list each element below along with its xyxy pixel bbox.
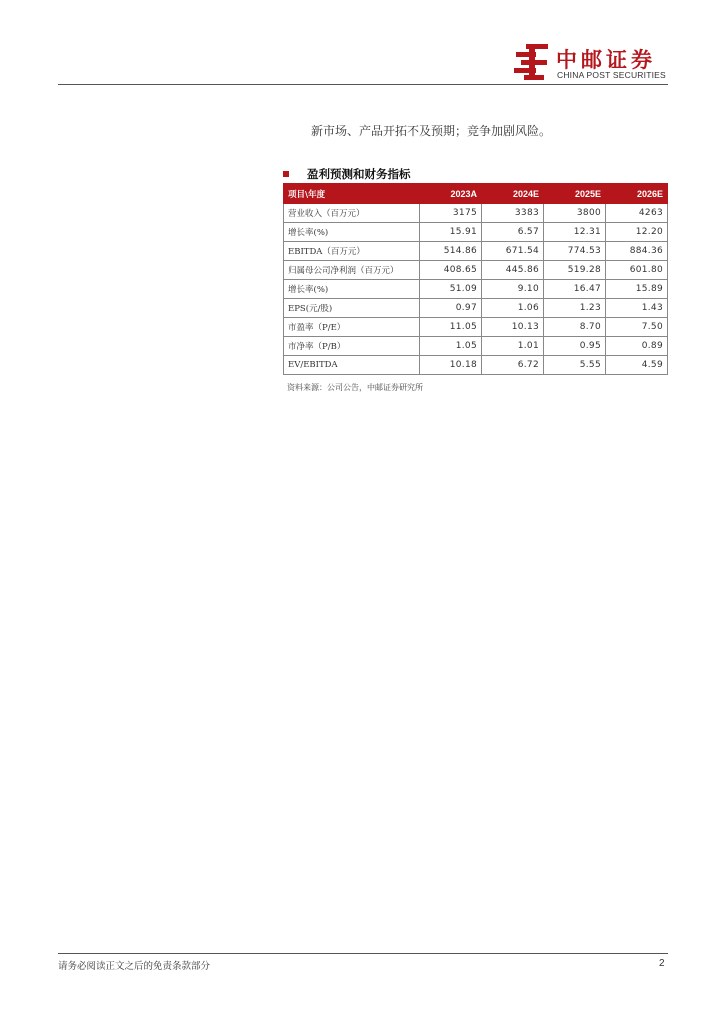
table-cell: 601.80 xyxy=(606,261,668,280)
table-cell: 1.23 xyxy=(544,299,606,318)
table-cell: 6.72 xyxy=(482,356,544,375)
table-cell: 1.43 xyxy=(606,299,668,318)
logo-chinese-name: 中邮证券 xyxy=(556,48,656,72)
table-cell: 3175 xyxy=(420,204,482,223)
table-cell: 3800 xyxy=(544,204,606,223)
table-cell: 5.55 xyxy=(544,356,606,375)
table-cell: 774.53 xyxy=(544,242,606,261)
year-header: 2026E xyxy=(606,184,668,204)
table-cell: 4.59 xyxy=(606,356,668,375)
china-post-logo-icon xyxy=(512,42,552,82)
table-cell: 1.01 xyxy=(482,337,544,356)
risk-statement: 新市场、产品开拓不及预期；竞争加剧风险。 xyxy=(311,124,552,138)
table-corner-header: 项目\年度 xyxy=(284,184,420,204)
table-cell: 8.70 xyxy=(544,318,606,337)
header-divider xyxy=(58,84,668,85)
table-header-row xyxy=(284,184,668,204)
footer-disclaimer: 请务必阅读正文之后的免责条款部分 xyxy=(58,961,211,972)
year-header: 2025E xyxy=(544,184,606,204)
table-row xyxy=(284,204,668,223)
section-heading xyxy=(283,166,411,182)
table-row xyxy=(284,280,668,299)
table-cell: 10.18 xyxy=(420,356,482,375)
company-logo xyxy=(512,42,672,82)
year-header: 2024E xyxy=(482,184,544,204)
table-cell: 15.91 xyxy=(420,223,482,242)
table-cell: 0.95 xyxy=(544,337,606,356)
table-cell: 51.09 xyxy=(420,280,482,299)
table-cell: 1.06 xyxy=(482,299,544,318)
row-label: EPS(元/股) xyxy=(284,299,420,318)
table-row xyxy=(284,242,668,261)
table-row xyxy=(284,337,668,356)
table-cell: 12.31 xyxy=(544,223,606,242)
table-cell: 10.13 xyxy=(482,318,544,337)
table-cell: 4263 xyxy=(606,204,668,223)
row-label: 市净率（P/B） xyxy=(284,337,420,356)
year-header: 2023A xyxy=(420,184,482,204)
table-cell: 3383 xyxy=(482,204,544,223)
page-number: 2 xyxy=(659,958,665,969)
row-label: 市盈率（P/E） xyxy=(284,318,420,337)
table-cell: 11.05 xyxy=(420,318,482,337)
row-label: 增长率(%) xyxy=(284,223,420,242)
table-row xyxy=(284,299,668,318)
table-cell: 514.86 xyxy=(420,242,482,261)
table-cell: 408.65 xyxy=(420,261,482,280)
table-cell: 671.54 xyxy=(482,242,544,261)
table-cell: 519.28 xyxy=(544,261,606,280)
row-label: 归属母公司净利润（百万元） xyxy=(284,261,420,280)
table-cell: 1.05 xyxy=(420,337,482,356)
table-row xyxy=(284,223,668,242)
row-label: 增长率(%) xyxy=(284,280,420,299)
row-label: EV/EBITDA xyxy=(284,356,420,375)
footer-divider xyxy=(58,953,668,954)
table-cell: 884.36 xyxy=(606,242,668,261)
table-row xyxy=(284,318,668,337)
logo-english-name: CHINA POST SECURITIES xyxy=(557,70,666,80)
table-cell: 445.86 xyxy=(482,261,544,280)
row-label: EBITDA（百万元） xyxy=(284,242,420,261)
table-cell: 7.50 xyxy=(606,318,668,337)
table-cell: 6.57 xyxy=(482,223,544,242)
square-bullet-icon xyxy=(283,171,289,177)
table-cell: 0.89 xyxy=(606,337,668,356)
table-cell: 15.89 xyxy=(606,280,668,299)
table-cell: 12.20 xyxy=(606,223,668,242)
financial-forecast-table xyxy=(283,183,668,375)
table-cell: 0.97 xyxy=(420,299,482,318)
table-row xyxy=(284,261,668,280)
table-cell: 9.10 xyxy=(482,280,544,299)
table-cell: 16.47 xyxy=(544,280,606,299)
row-label: 营业收入（百万元） xyxy=(284,204,420,223)
table-source-note: 资料来源：公司公告，中邮证券研究所 xyxy=(287,383,423,392)
table-row xyxy=(284,356,668,375)
section-title: 盈利预测和财务指标 xyxy=(307,167,411,181)
